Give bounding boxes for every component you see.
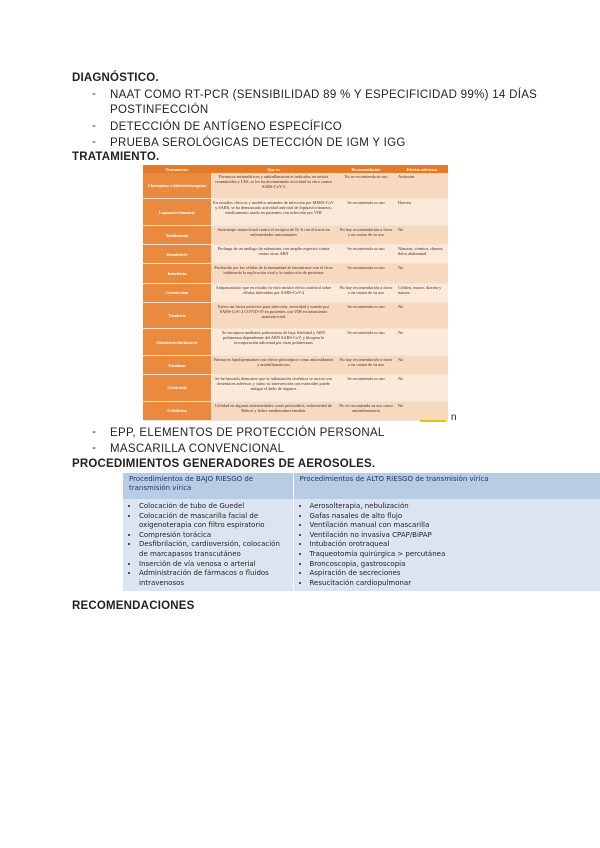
table-row [143, 173, 448, 199]
table-cell: No hay recomendación a favor o en contra de su uso [336, 225, 396, 244]
table-row [143, 401, 448, 420]
table-row [143, 302, 448, 329]
table-cell: Ivermectina [143, 283, 211, 302]
table-row [143, 329, 448, 356]
list-item: • Colocación de tubo de Guedel [139, 502, 289, 512]
high-risk-list [298, 502, 600, 588]
list-item: - EPP, ELEMENTOS DE PROTECCIÓN PERSONAL [92, 426, 385, 439]
table-cell: Colchicina [143, 401, 211, 420]
table-cell: Fármacos hipolipemiantes con efecto pleotrópico como antioxidantes y antiinflamatorios [211, 355, 336, 374]
diagnostico-heading: DIAGNÓSTICO. [72, 72, 159, 84]
table-header: Recomendación [336, 165, 396, 173]
highlight-mark [420, 420, 446, 422]
list-item: • Broncoscopia, gastroscopia [310, 560, 600, 570]
table-cell: Estatinas [143, 355, 211, 374]
list-item: • Compresión torácica [139, 531, 289, 541]
table-cell: Antiparasitario que en estudio in vitro mostró efecto antiviral sobre células infectadas por SARS-CoV-2 [211, 283, 336, 302]
table-cell: Sofosbuvir/daclatasvir [143, 329, 211, 356]
table-cell: Se recomienda su uso [336, 329, 396, 356]
table-cell: No [396, 225, 448, 244]
table-cell: Cefalea, mareo, diarrea y nausea [396, 283, 448, 302]
table-cell: Diarrea [396, 199, 448, 226]
recomendaciones-heading: RECOMENDACIONES [72, 600, 195, 612]
table-cell: Interferón [143, 264, 211, 283]
table-cell: Lopinavir/ritonavir [143, 199, 211, 226]
low-risk-header: Procedimientos de BAJO RIESGO de transmisión vírica [123, 473, 293, 499]
table-cell: No se recomienda su uso como antiinflamatorio [336, 401, 396, 420]
list-item: • Colocación de mascarilla facial de oxigenoterapia con filtro espiratorio [139, 512, 289, 531]
list-item: • Gafas nasales de alto flujo [310, 512, 600, 522]
table-cell: Fármacos antimaláricos y antiinflamatorios indicados en artritis reumatoidea y LES, se les ha documentado actividad in vitro contra SARS-CoV-2 [211, 173, 336, 199]
table-cell: En estudios clínicos y modelos animales de infección por MERS-CoV y SARS, se ha demostrado actividad antiviral de lopinavir/ritonavir, medicamento usado en pacientes con infección por VIH [211, 199, 336, 226]
table-cell: Cloroquina o hidroxicloroquina [143, 173, 211, 199]
table-cell: Se recomienda su uso [336, 302, 396, 329]
list-item: - NAAT COMO RT-PCR (SENSIBILIDAD 89 % Y ESPECIFICIDAD 99%) 14 DÍAS POSTINFECCIÓN [92, 88, 538, 116]
aerosoles-heading: PROCEDIMIENTOS GENERADORES DE AEROSOLES. [72, 458, 376, 470]
table-header-row [143, 165, 448, 173]
table-cell: No [396, 401, 448, 420]
table-cell: No hay recomendación a favor o en contra de su uso [336, 283, 396, 302]
list-item: • Desfibrilación, cardioversión, colocación de marcapasos transcutáneo [139, 540, 289, 559]
table-row [143, 355, 448, 374]
table-cell: Se incorpora mediante polimerasas de baja fidelidad y ARN polimerasa dependiente del ARN SARS-CoV, y bloquea la incorporación adicional por estas polimerasas [211, 329, 336, 356]
table-cell: Anticuerpo monoclonal contra el receptor de IL-6 con eficacia en enfermedades autoinmunes [211, 225, 336, 244]
low-risk-cell [123, 499, 293, 591]
table-cell: Producido por las células de la inmunidad al encontrarse con el virus inhibiendo la replicación viral y la traducción de proteínas [211, 264, 336, 283]
table-cell: Se ha buscado demostrar que la inflamación sistémica se asocia con desenlaces adversos y cómo su intervención con esteroides puede mitigar el daño de órganos [211, 375, 336, 402]
table-header: Efectos adversos [396, 165, 448, 173]
table-cell: Se recomienda su uso [336, 245, 396, 264]
table-header: Tratamiento [143, 165, 211, 173]
high-risk-header: Procedimientos de ALTO RIESGO de transmisión vírica [293, 473, 600, 499]
list-item: • Inserción de vía venosa o arterial [139, 560, 289, 570]
table-cell: Corticoide [143, 375, 211, 402]
list-item: - MASCARILLA CONVENCIONAL [92, 442, 285, 455]
list-item: • Traqueotomía quirúrgica > percutánea [310, 550, 600, 560]
table-cell: Tenofovir [143, 302, 211, 329]
table-row [143, 375, 448, 402]
table-cell: Remdesivir [143, 245, 211, 264]
table-cell: No [396, 355, 448, 374]
list-item: • Aspiración de secreciones [310, 569, 600, 579]
table-cell: No hay recomendación a favor o en contra de su uso [336, 355, 396, 374]
table-cell: Arritmias [396, 173, 448, 199]
list-item: • Ventilación no invasiva CPAP/BiPAP [310, 531, 600, 541]
table-cell: Náuseas, vómitos, diarrea, dolor abdominal [396, 245, 448, 264]
list-item: • Intubación orotraqueal [310, 540, 600, 550]
treatment-table [143, 165, 448, 421]
high-risk-cell [293, 499, 600, 591]
aerosol-table [123, 473, 600, 591]
table-cell: Tocilizumab [143, 225, 211, 244]
table-row [143, 199, 448, 226]
table-cell: Se recomienda su uso [336, 375, 396, 402]
list-item: • Aerosolterapia, nebulización [310, 502, 600, 512]
table-row [143, 245, 448, 264]
table-row [143, 283, 448, 302]
list-item: - DETECCIÓN DE ANTÍGENO ESPECÍFICO [92, 120, 342, 133]
table-cell: No [396, 375, 448, 402]
table-cell: No [396, 302, 448, 329]
tratamiento-heading: TRATAMIENTO. [72, 151, 160, 163]
table-header: Que es [211, 165, 336, 173]
low-risk-list [127, 502, 289, 588]
list-item: - PRUEBA SEROLÓGICAS DETECCIÓN DE IGM Y IGG [92, 136, 406, 149]
stray-character: n [451, 412, 457, 423]
table-row [143, 225, 448, 244]
table-cell: Se recomienda su uso [336, 264, 396, 283]
table-cell: No [396, 264, 448, 283]
table-cell: Ejerce un factor protector para infección, severidad y muerte por SARS-CoV-2 COVID-19 en pacientes con VIH en tratamiento antirretroviral [211, 302, 336, 329]
table-row [143, 264, 448, 283]
table-cell: Se recomienda su uso [336, 199, 396, 226]
table-cell: No [396, 329, 448, 356]
table-cell: Utilidad en algunas enfermedades como pericarditis, enfermedad de Behcet y fiebre mediterránea familiar [211, 401, 336, 420]
list-item: • Administración de fármacos o fluidos intravenosos [139, 569, 289, 588]
list-item: • Ventilación manual con mascarilla [310, 521, 600, 531]
table-cell: Profarga de un análogo de adenosina, con amplio espectro contra varios virus ARN [211, 245, 336, 264]
table-cell: No se recomienda su uso [336, 173, 396, 199]
list-item: • Resucitación cardiopulmonar [310, 579, 600, 589]
